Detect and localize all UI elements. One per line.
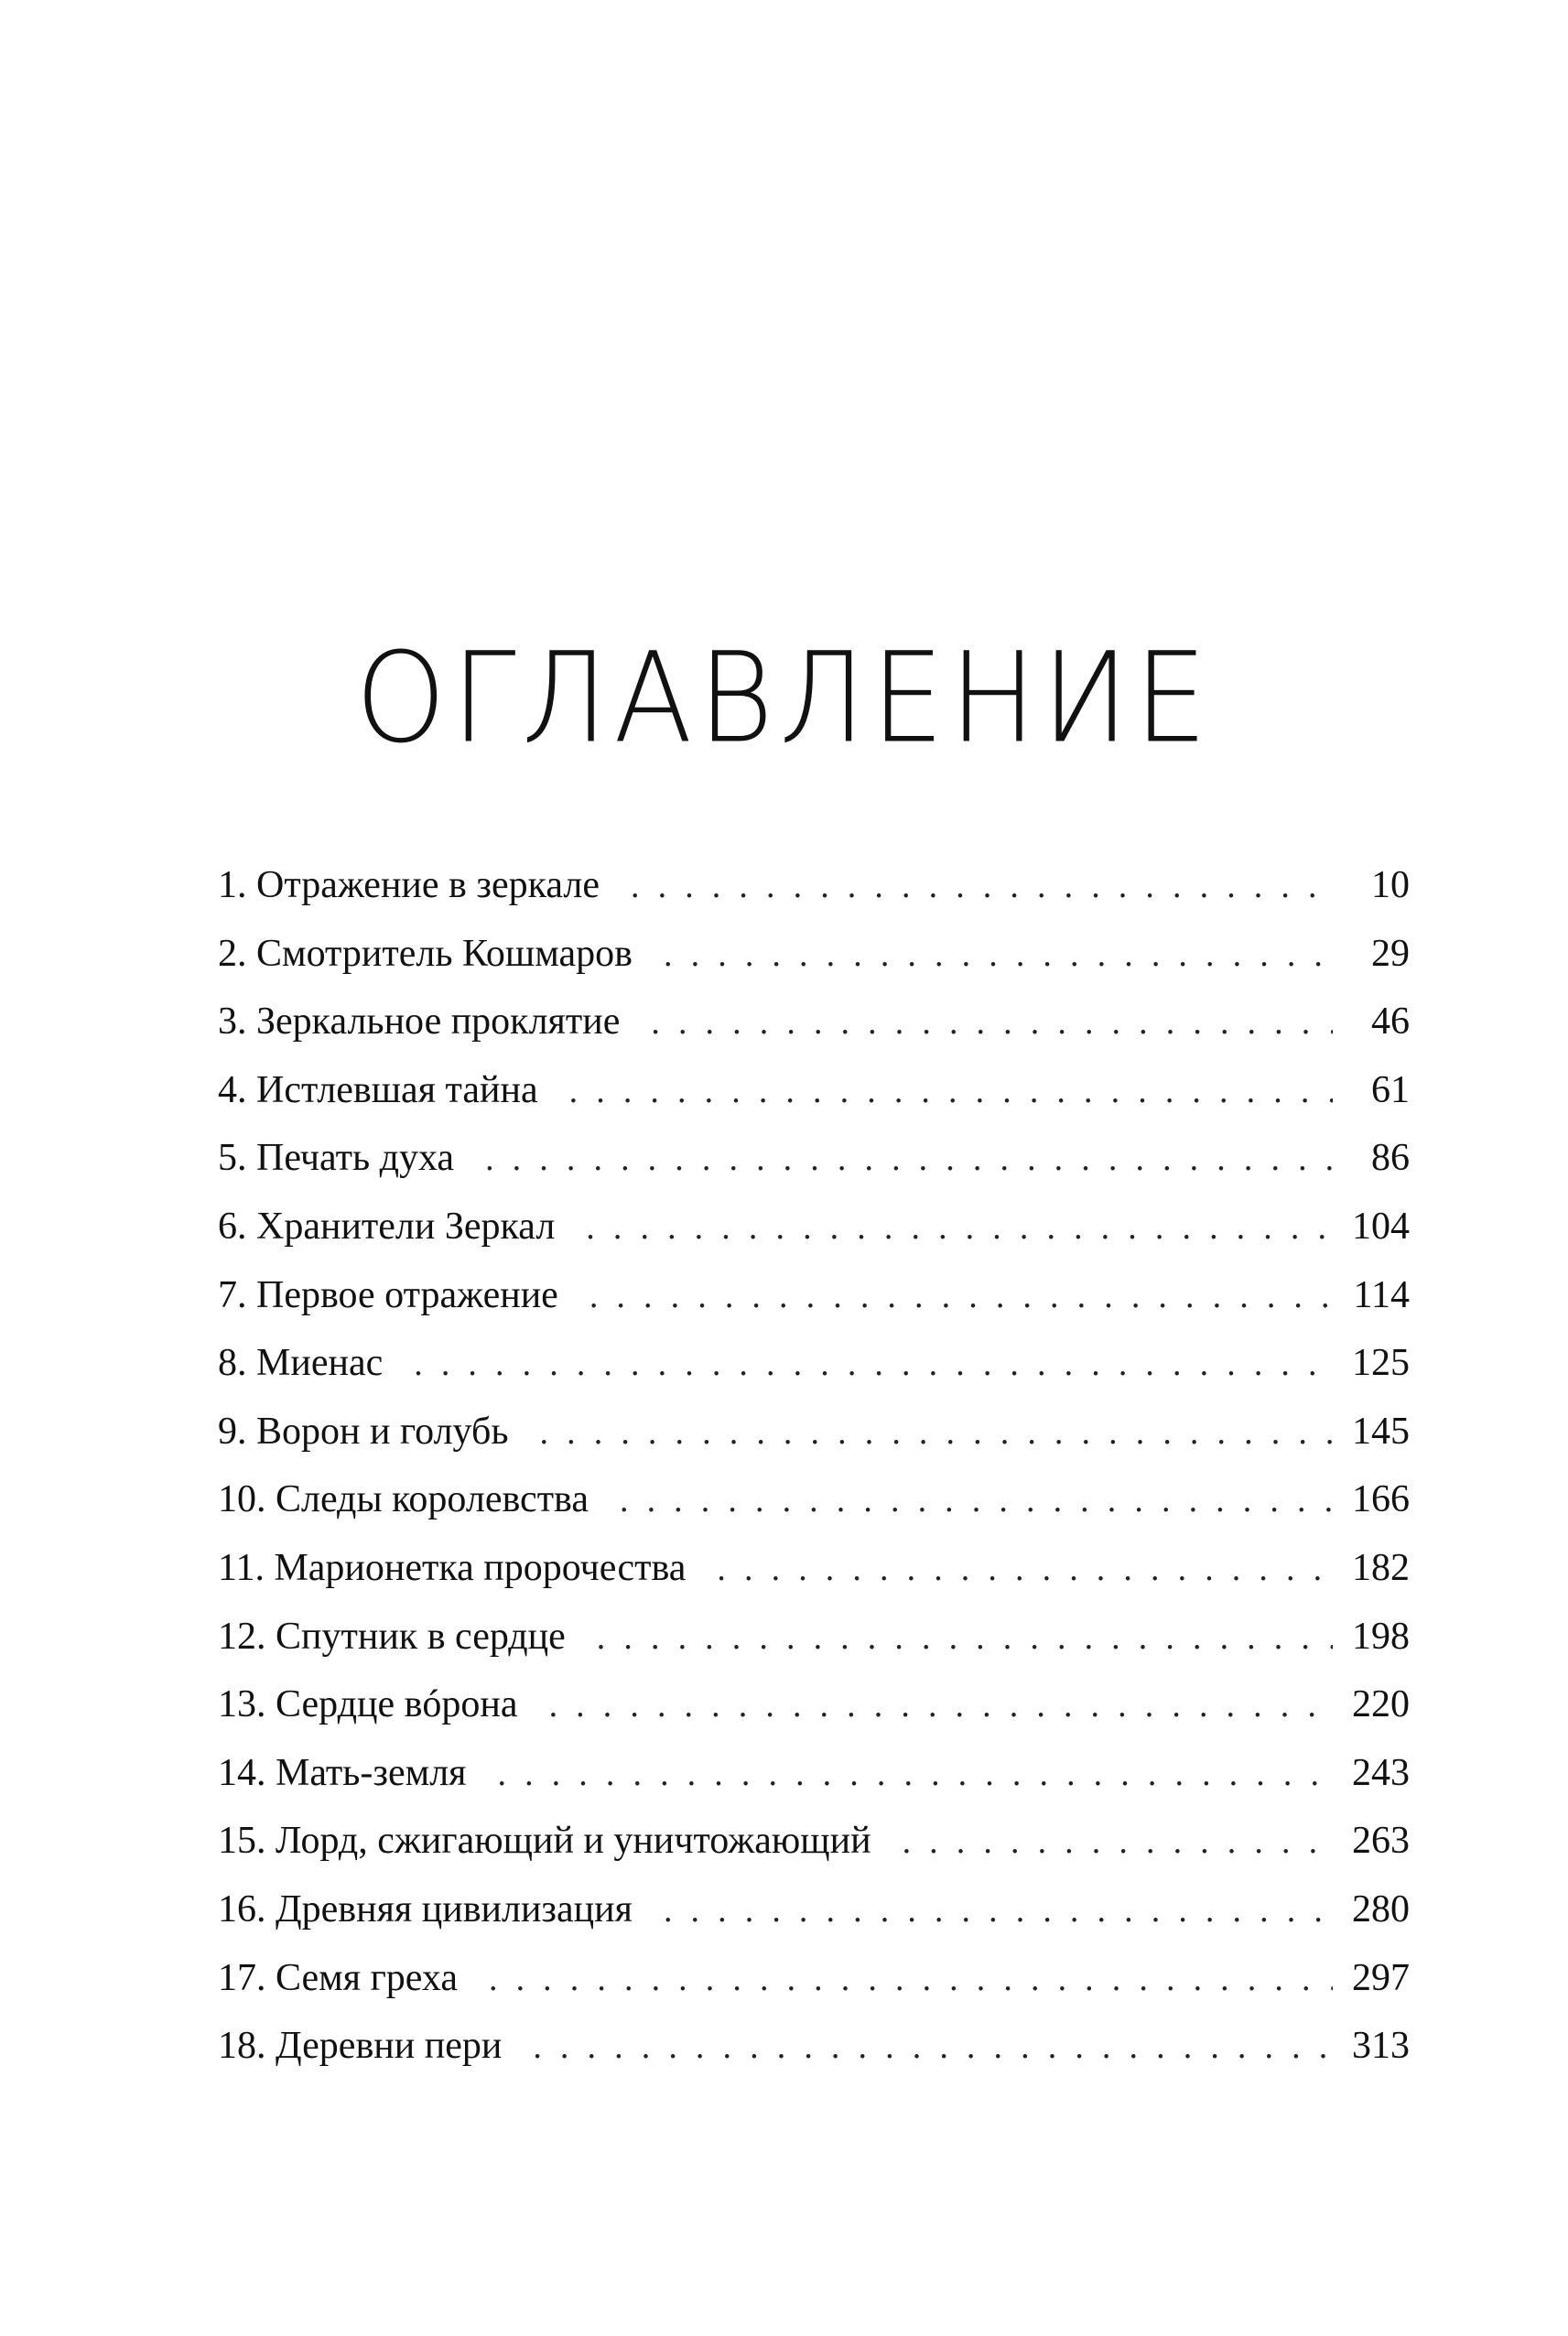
toc-entry-title: 2. Смотритель Кошмаров	[218, 932, 633, 975]
toc-entry-page-number: 280	[1352, 1887, 1410, 1930]
toc-dot-leader	[414, 1339, 1333, 1389]
toc-dot-leader	[597, 1613, 1333, 1662]
toc-entry[interactable]	[218, 1065, 1410, 1134]
toc-entry-title: 9. Ворон и голубь	[218, 1410, 509, 1453]
toc-dot-leader	[533, 2022, 1333, 2071]
toc-dot-leader	[664, 1886, 1333, 1935]
toc-dot-leader	[903, 1817, 1333, 1866]
toc-entry-page-number: 313	[1352, 2025, 1410, 2068]
toc-entry-title: 5. Печать духа	[218, 1137, 455, 1180]
toc-entry[interactable]	[218, 1612, 1410, 1681]
toc-entry[interactable]	[218, 1885, 1410, 1953]
toc-entry-title: 6. Хранители Зеркал	[218, 1205, 556, 1248]
toc-entry[interactable]	[218, 1407, 1410, 1476]
toc-entry[interactable]	[218, 1953, 1410, 2022]
toc-entry[interactable]	[218, 1271, 1410, 1339]
toc-entry-page-number: 243	[1352, 1751, 1410, 1794]
toc-entry-page-number: 166	[1352, 1478, 1410, 1521]
toc-entry-page-number: 46	[1371, 1000, 1410, 1044]
toc-entry[interactable]	[218, 929, 1410, 998]
toc-dot-leader	[664, 930, 1333, 979]
toc-entry-page-number: 220	[1352, 1683, 1410, 1726]
toc-entry[interactable]	[218, 1543, 1410, 1612]
toc-dot-leader	[485, 1134, 1333, 1184]
toc-entry-title: 15. Лорд, сжигающий и уничтожающий	[218, 1820, 871, 1863]
toc-entry-page-number: 297	[1352, 1956, 1410, 1999]
toc-entry-title: 18. Деревни пери	[218, 2025, 503, 2068]
toc-entry-page-number: 29	[1371, 932, 1410, 975]
toc-entry[interactable]	[218, 1748, 1410, 1817]
toc-entry-page-number: 114	[1353, 1273, 1410, 1316]
toc-entry-page-number: 198	[1352, 1615, 1410, 1658]
toc-entry-title: 4. Истлевшая тайна	[218, 1068, 538, 1111]
toc-dot-leader	[540, 1408, 1333, 1457]
page-title: ОГЛАВЛЕНИЕ	[355, 625, 1213, 771]
toc-dot-leader	[631, 861, 1333, 911]
toc-dot-leader	[586, 1203, 1333, 1252]
toc-entry-title: 13. Сердце вóрона	[218, 1683, 518, 1726]
toc-entry[interactable]	[218, 1475, 1410, 1543]
toc-entry-title: 8. Миенас	[218, 1342, 384, 1385]
toc-dot-leader	[497, 1749, 1333, 1799]
toc-entry-page-number: 86	[1371, 1137, 1410, 1180]
toc-dot-leader	[549, 1681, 1333, 1730]
toc-entry-page-number: 104	[1352, 1205, 1410, 1248]
toc-entry-page-number: 61	[1371, 1068, 1410, 1111]
toc-dot-leader	[489, 1954, 1333, 2004]
toc-entry-page-number: 263	[1352, 1820, 1410, 1863]
toc-entry[interactable]	[218, 1133, 1410, 1202]
toc-entry-page-number: 145	[1352, 1410, 1410, 1453]
toc-dot-leader	[717, 1544, 1333, 1594]
toc-entry-title: 10. Следы королевства	[218, 1478, 589, 1521]
toc-entry-title: 16. Древняя цивилизация	[218, 1887, 633, 1930]
toc-entry-page-number: 125	[1352, 1342, 1410, 1385]
toc-entry-title: 12. Спутник в сердце	[218, 1615, 566, 1658]
toc-entry-title: 3. Зеркальное проклятие	[218, 1000, 621, 1044]
toc-entry[interactable]	[218, 860, 1410, 929]
toc-entry-title: 17. Семя греха	[218, 1956, 458, 1999]
toc-entry-page-number: 10	[1371, 864, 1410, 906]
toc-dot-leader	[620, 1476, 1333, 1525]
toc-entry-title: 7. Первое отражение	[218, 1273, 558, 1316]
toc-entry[interactable]	[218, 2021, 1410, 2090]
toc-entry[interactable]	[218, 1338, 1410, 1407]
toc-dot-leader	[569, 1066, 1333, 1116]
toc-dot-leader	[589, 1271, 1333, 1321]
toc-entry[interactable]	[218, 1680, 1410, 1748]
toc-entry-title: 11. Марионетка пророчества	[218, 1546, 687, 1589]
toc-dot-leader	[651, 998, 1333, 1047]
table-of-contents	[218, 860, 1410, 2090]
toc-entry[interactable]	[218, 1816, 1410, 1885]
toc-entry[interactable]	[218, 1202, 1410, 1271]
toc-entry-page-number: 182	[1352, 1546, 1410, 1589]
toc-entry-title: 14. Мать-земля	[218, 1751, 467, 1794]
toc-entry-title: 1. Отражение в зеркале	[218, 864, 600, 906]
toc-entry[interactable]	[218, 997, 1410, 1065]
